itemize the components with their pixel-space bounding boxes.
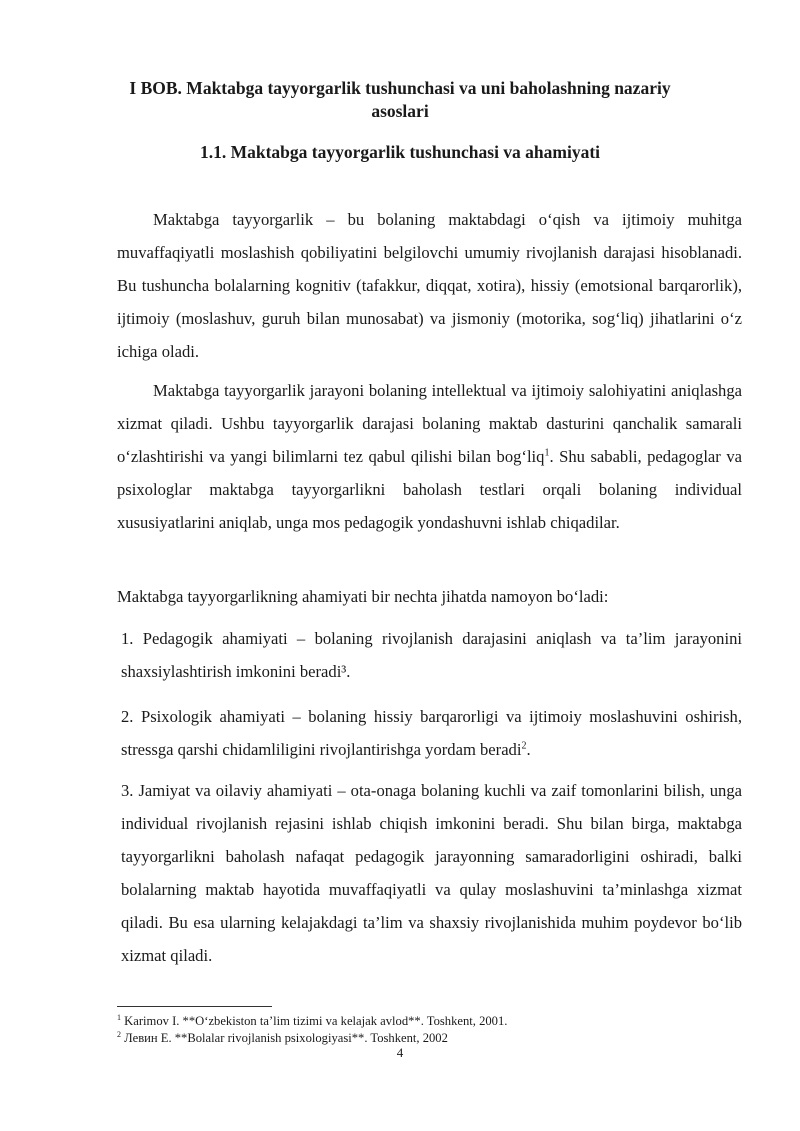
paragraph-process-text: Maktabga tayyorgarlik jarayoni bolaning intellektual va ijtimoiy salohiyatini aniqlashga xizmat qiladi. Ushbu tayyorgarlik darajasi bolaning maktab dasturini qanchalik samarali o‘zlashtirishi va yangi bilimlarni tez qabul qilishi bilan bog‘liq	[117, 381, 742, 466]
footnote-divider	[117, 1006, 272, 1007]
list-item-pedagogical: 1. Pedagogik ahamiyati – bolaning rivojlanish darajasini aniqlash va ta’lim jarayonini shaxsiylashtirish imkonini beradi³.	[121, 629, 742, 681]
list-item-psychological-text: 2. Psixologik ahamiyati – bolaning hissiy barqarorligi va ijtimoiy moslashuvini oshirish, stressga qarshi chidamliligini rivojlantirishga yordam beradi	[121, 707, 742, 759]
list-item-psychological	[121, 700, 742, 766]
section-title: 1.1. Maktabga tayyorgarlik tushunchasi va ahamiyati	[199, 142, 601, 162]
chapter-title: I BOB. Maktabga tayyorgarlik tushunchasi va uni baholashning nazariy asoslari	[129, 78, 671, 121]
footnote-ref-2[interactable]: 2	[521, 740, 527, 752]
footnote-text: Karimov I. **O‘zbekiston ta’lim tizimi va kelajak avlod**. Toshkent, 2001.	[124, 1014, 508, 1028]
footnote-1	[117, 1013, 507, 1029]
paragraph-definition: Maktabga tayyorgarlik – bu bolaning maktabdagi o‘qish va ijtimoiy muhitga muvaffaqiyatli moslashish qobiliyatini belgilovchi umumiy rivojlanish darajasi hisoblanadi. Bu tushuncha bolalarning kognitiv (tafakkur, diqqat, xotira), hissiy (emotsional barqarorlik), ijtimoiy (moslashuv, guruh bilan munosabat) va jismoniy (motorika, sog‘liq) jihatlarini o‘z ichiga oladi.	[117, 210, 742, 361]
paragraph-process-tail: . Shu sababli, pedagoglar va psixologlar maktabga tayyorgarlikni baholash testlari orqali bolaning individual xususiyatlarini aniqlab, unga mos pedagogik yondashuvni ishlab chiqadilar.	[117, 447, 742, 532]
page-number: 4	[396, 1045, 404, 1060]
footnote-text: Левин Е. **Bolalar rivojlanish psixologiyasi**. Toshkent, 2002	[124, 1031, 448, 1045]
list-intro: Maktabga tayyorgarlikning ahamiyati bir nechta jihatda namoyon bo‘ladi:	[117, 587, 609, 606]
footnote-2	[117, 1030, 448, 1046]
footnote-mark: 2	[117, 1029, 121, 1039]
footnote-mark: 1	[117, 1012, 121, 1022]
list-item-psychological-tail: .	[526, 740, 531, 759]
paragraph-process	[117, 374, 742, 539]
list-item-social: 3. Jamiyat va oilaviy ahamiyati – ota-onaga bolaning kuchli va zaif tomonlarini bilish, unga individual rivojlanish rejasini ishlab chiqish imkonini beradi. Shu bilan birga, maktabga tayyorgarlikni baholash nafaqat pedagogik jarayonning samaradorligini oshiradi, balki bolalarning maktab hayotida muvaffaqiyatli va qulay moslashuvini ta’minlashga xizmat qiladi. Bu esa ularning kelajakdagi ta’lim va shaxsiy rivojlanishida muhim poydevor bo‘lib xizmat qiladi.	[121, 781, 742, 965]
footnote-ref-1[interactable]: 1	[544, 447, 550, 459]
